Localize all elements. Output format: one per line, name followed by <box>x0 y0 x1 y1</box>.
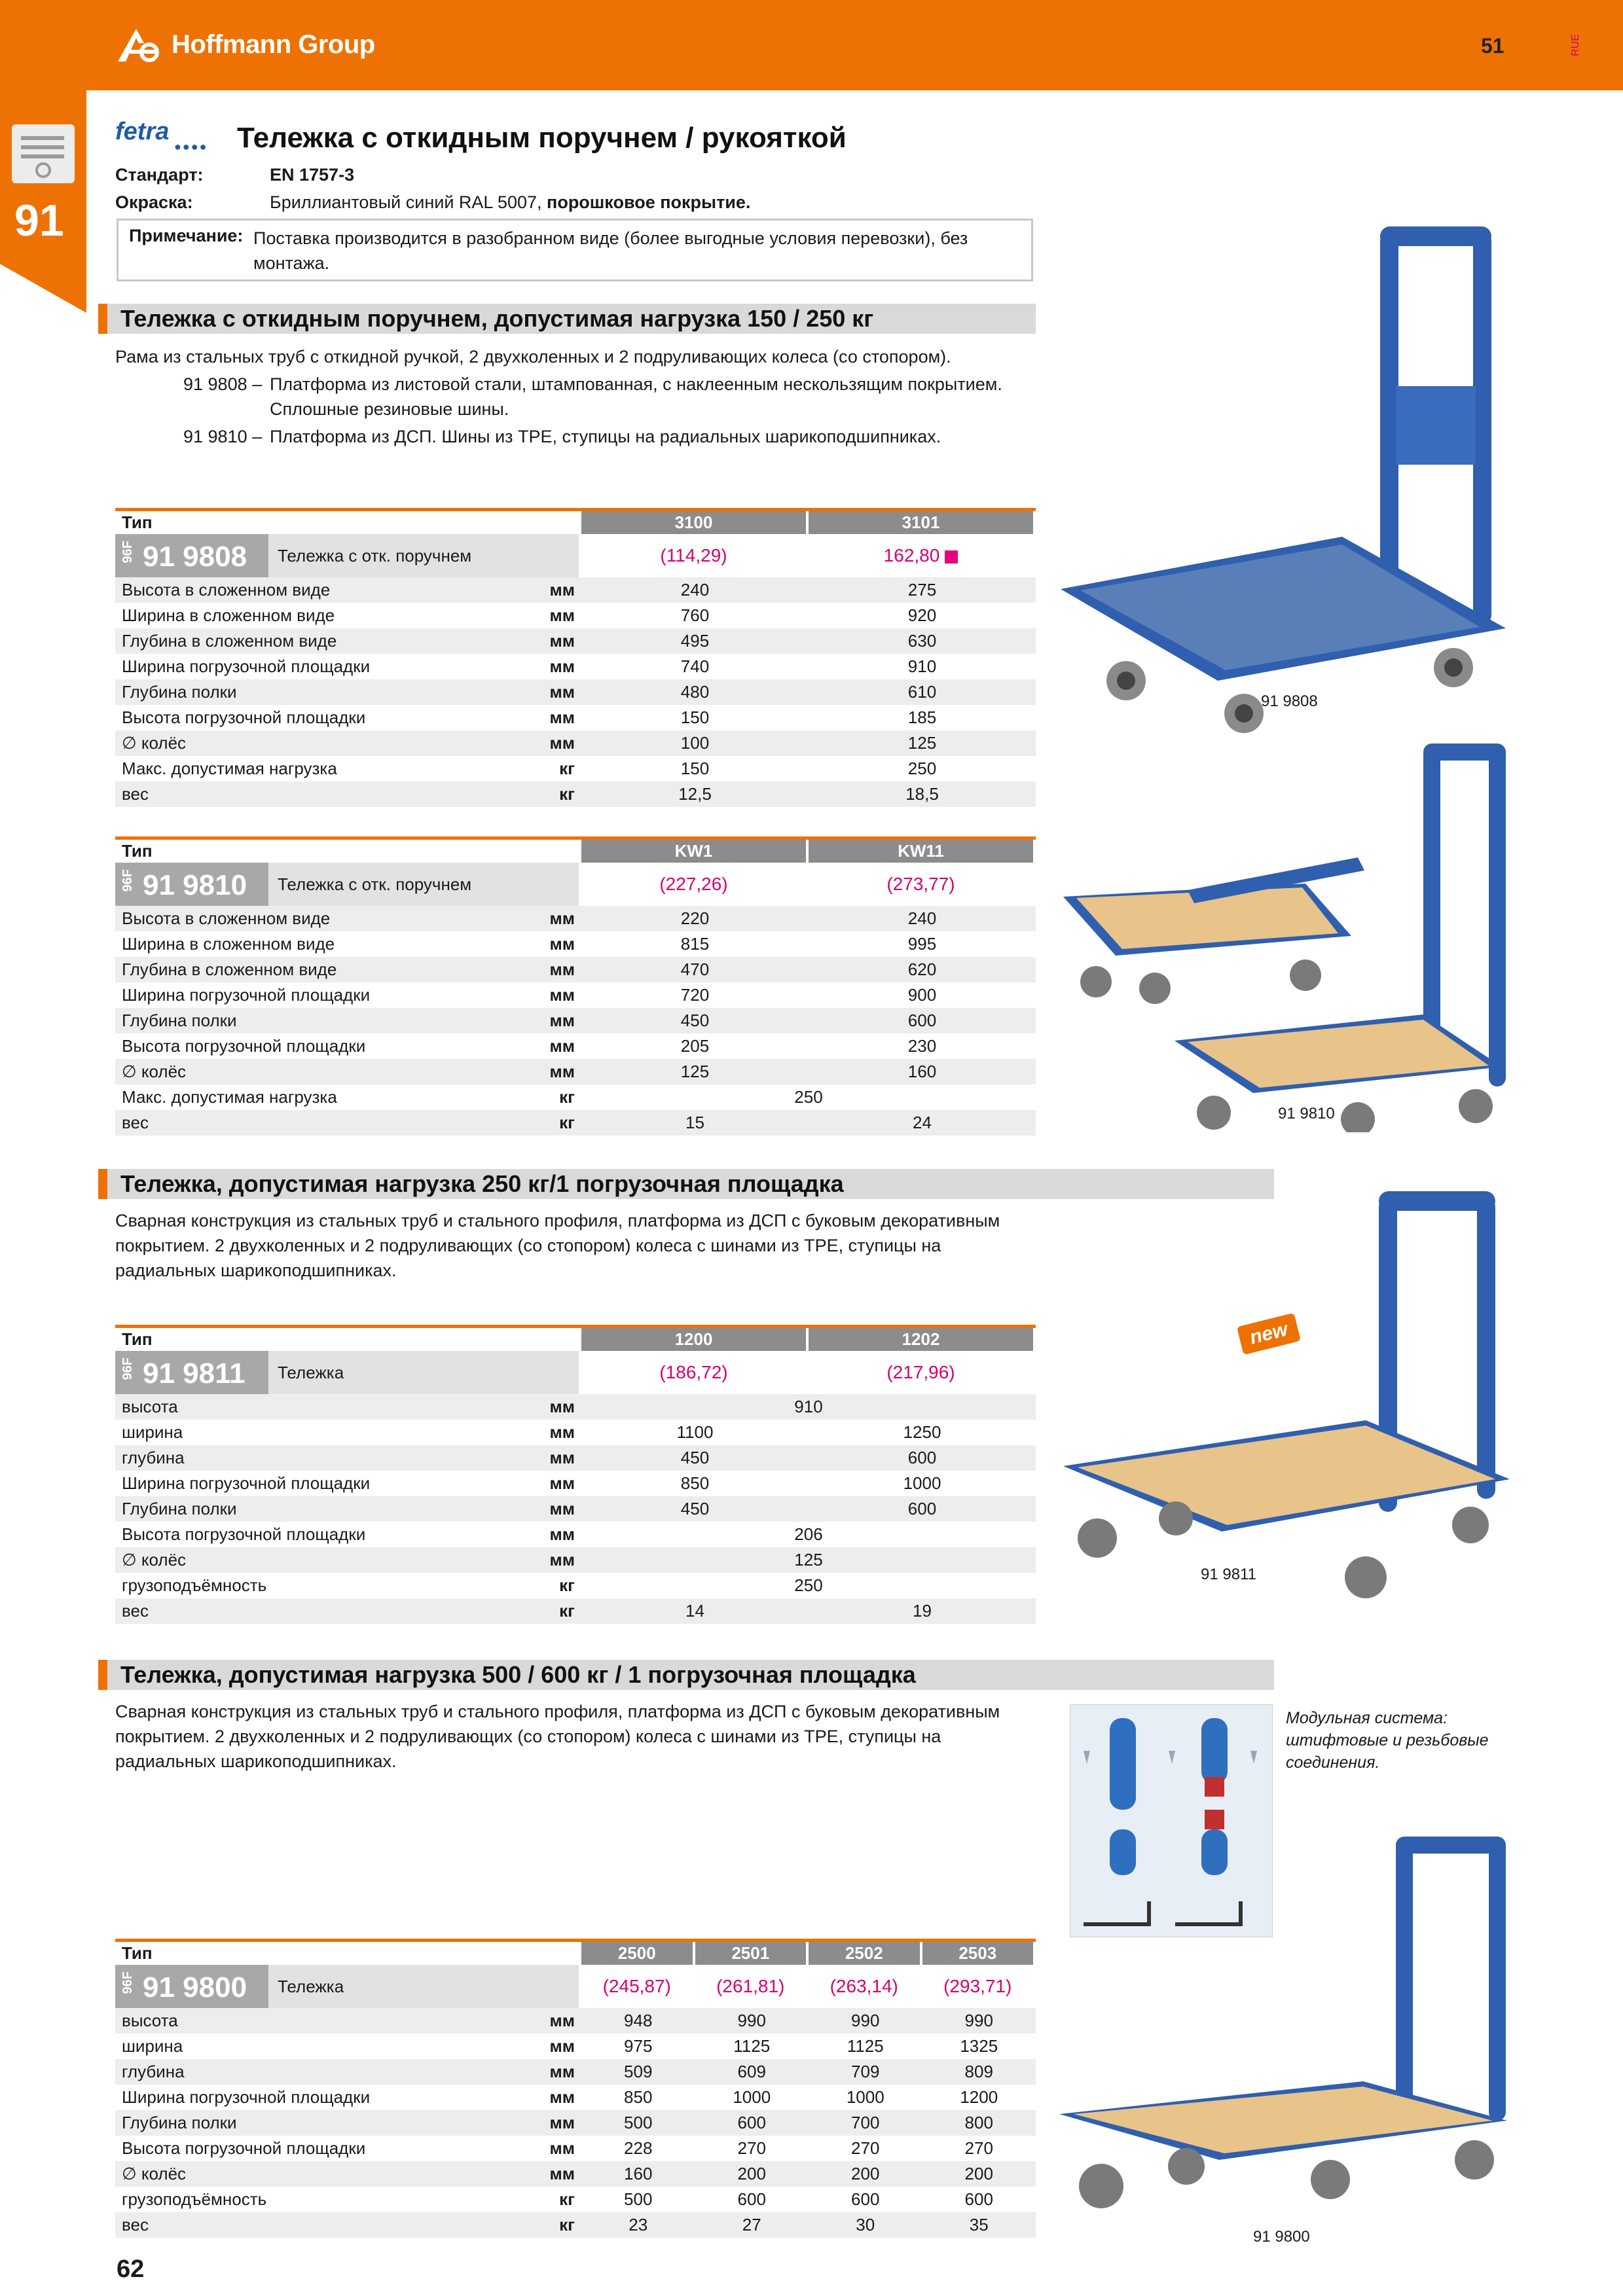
row-value: 240 <box>680 580 710 600</box>
row-label: Глубина в сложенном виде <box>122 960 337 979</box>
row-value: 720 <box>680 985 710 1005</box>
product-code: 91 9800 <box>143 1971 247 2003</box>
row-value: 125 <box>680 1062 710 1081</box>
table-row <box>115 2008 1036 2034</box>
section-1-item-2: 91 9810 – Платформа из ДСП. Шины из TPE, ступицы на радиальных шарикоподшипниках. <box>183 427 941 446</box>
row-value: 200 <box>964 2164 993 2183</box>
trolley-919810-image <box>1057 740 1515 1132</box>
section-heading-1: Тележка с откидным поручнем, допустимая нагрузка 150 / 250 кг <box>98 304 1036 334</box>
row-label: Ширина погрузочной площадки <box>122 656 371 676</box>
row-label: вес <box>122 2215 149 2234</box>
row-value: 450 <box>680 1011 710 1030</box>
trolley-919800-image <box>1055 1833 1514 2251</box>
row-unit: мм <box>549 1524 575 1544</box>
color-label: Окраска: <box>115 192 193 212</box>
row-value: 100 <box>680 733 710 753</box>
row-unit: мм <box>549 934 575 954</box>
price-cell: (114,29) <box>660 545 727 565</box>
row-unit: мм <box>549 1448 575 1467</box>
row-label: ∅ колёс <box>122 1062 187 1081</box>
product-code: 91 9810 <box>143 869 247 901</box>
row-label: Глубина полки <box>122 1011 237 1030</box>
row-value: 150 <box>680 759 710 778</box>
column-header: 1202 <box>809 1328 1033 1351</box>
row-value: 185 <box>907 708 937 727</box>
row-unit: мм <box>549 1397 575 1416</box>
row-value: 24 <box>913 1113 932 1132</box>
table-row <box>115 705 1036 730</box>
row-value: 1125 <box>847 2036 884 2056</box>
row-value: 1000 <box>733 2087 771 2107</box>
product-name: Тележка <box>278 1363 344 1382</box>
row-value: 1125 <box>733 2036 771 2056</box>
code-prefix: 96F <box>120 1357 135 1380</box>
column-header: 1200 <box>581 1328 806 1351</box>
row-value: 700 <box>851 2113 880 2132</box>
product-bar <box>115 1965 1036 2008</box>
fetra-logo: fetra <box>115 118 170 145</box>
row-label: Высота в сложенном виде <box>122 580 331 600</box>
row-label: высота <box>122 1397 178 1416</box>
row-value: 495 <box>680 631 710 651</box>
row-value: 850 <box>680 1473 710 1493</box>
table-header <box>115 1325 1036 1351</box>
chapter-number: 91 <box>14 196 64 245</box>
product-name: Тележка с отк. поручнем <box>278 546 472 565</box>
caption-919811: 91 9811 <box>1201 1566 1256 1583</box>
table-row <box>115 1394 1036 1420</box>
row-value: 150 <box>680 708 710 727</box>
row-value: 610 <box>907 682 937 702</box>
hoffmann-logo-icon <box>117 25 168 64</box>
row-value: 200 <box>737 2164 766 2183</box>
row-value: 270 <box>737 2138 766 2158</box>
row-label: грузоподъёмность <box>122 2189 267 2209</box>
row-label: Ширина в сложенном виде <box>122 605 335 625</box>
spec-table-919808 <box>115 508 1036 816</box>
product-bar <box>115 534 1036 577</box>
row-label: высота <box>122 2011 178 2030</box>
row-unit: мм <box>549 985 575 1005</box>
row-unit: мм <box>549 1499 575 1518</box>
row-unit: мм <box>549 1036 575 1056</box>
table-row <box>115 982 1036 1008</box>
caption-919800: 91 9800 <box>1253 2228 1310 2246</box>
product-name-box <box>268 863 579 906</box>
row-value: 500 <box>624 2113 653 2132</box>
standard-value: EN 1757-3 <box>270 165 355 185</box>
spec-table-919800 <box>115 1939 1036 2246</box>
row-value: 125 <box>794 1550 823 1570</box>
row-value: 30 <box>856 2215 875 2234</box>
new-badge: new <box>1237 1313 1301 1355</box>
price-cell: (293,71) <box>943 1976 1012 1996</box>
section-heading-3: Тележка, допустимая нагрузка 500 / 600 кг / 1 погрузочная площадка <box>98 1660 1274 1690</box>
row-label: Высота в сложенном виде <box>122 908 331 928</box>
row-unit: мм <box>549 580 575 600</box>
caption-919810: 91 9810 <box>1278 1105 1335 1122</box>
row-unit: кг <box>559 1601 575 1621</box>
row-value: 12,5 <box>678 784 712 804</box>
row-unit: мм <box>549 631 575 651</box>
code-prefix: 96F <box>120 1971 135 1994</box>
row-value: 450 <box>680 1499 710 1518</box>
row-unit: кг <box>559 2189 575 2209</box>
note-label: Примечание: <box>129 226 244 245</box>
table-row <box>115 577 1036 603</box>
table-row <box>115 1573 1036 1598</box>
section-heading-2: Тележка, допустимая нагрузка 250 кг/1 погрузочная площадка <box>98 1169 1274 1199</box>
row-label: вес <box>122 1113 149 1132</box>
product-name-box <box>268 1351 579 1394</box>
table-row <box>115 603 1036 628</box>
product-code: 91 9811 <box>143 1357 246 1390</box>
table-header <box>115 1939 1036 1965</box>
row-value: 740 <box>680 656 710 676</box>
row-label: Высота погрузочной площадки <box>122 708 366 727</box>
table-row <box>115 1598 1036 1624</box>
page-title: Тележка с откидным поручнем / рукояткой <box>237 122 847 154</box>
table-row <box>115 2187 1036 2212</box>
row-unit: мм <box>549 2138 575 2158</box>
product-code-box[interactable] <box>115 534 268 577</box>
column-header: 2503 <box>922 1942 1034 1965</box>
type-label: Тип <box>122 512 153 532</box>
row-label: вес <box>122 784 149 804</box>
row-label: Ширина в сложенном виде <box>122 934 335 954</box>
row-unit: кг <box>559 1575 575 1595</box>
price-cell: (261,81) <box>716 1976 785 1996</box>
row-value: 230 <box>907 1036 937 1056</box>
type-label: Тип <box>122 1943 153 1963</box>
row-value: 500 <box>624 2189 653 2209</box>
trolley-919811-image <box>1058 1185 1516 1610</box>
row-label: Глубина полки <box>122 2113 237 2132</box>
row-value: 200 <box>851 2164 880 2183</box>
spec-table-919810 <box>115 836 1036 1144</box>
price-cell: (217,96) <box>886 1362 955 1382</box>
row-value: 250 <box>907 759 937 778</box>
table-header <box>115 836 1036 863</box>
column-header: 3100 <box>581 511 806 534</box>
table-row <box>115 2110 1036 2136</box>
row-label: вес <box>122 1601 149 1621</box>
row-label: Высота погрузочной площадки <box>122 2138 366 2158</box>
fetra-logo-dots: ●●●● <box>174 140 208 153</box>
row-label: глубина <box>122 1448 185 1467</box>
row-value: 990 <box>851 2011 880 2030</box>
row-value: 275 <box>907 580 937 600</box>
table-row <box>115 1547 1036 1573</box>
row-value: 27 <box>742 2215 761 2234</box>
product-code-box[interactable] <box>115 1965 268 2008</box>
price-marker-icon <box>945 550 958 564</box>
table-row <box>115 2161 1036 2187</box>
table-row <box>115 2059 1036 2085</box>
section-1-text: Рама из стальных труб с откидной ручкой, 2 двухколенных и 2 подруливающих колеса (со стопором). <box>115 347 951 367</box>
product-code-box[interactable] <box>115 863 268 906</box>
row-value: 600 <box>851 2189 880 2209</box>
row-value: 14 <box>685 1601 704 1621</box>
row-value: 1200 <box>960 2087 998 2107</box>
row-label: Макс. допустимая нагрузка <box>122 759 337 778</box>
row-value: 1100 <box>676 1422 714 1442</box>
row-value: 18,5 <box>905 784 939 804</box>
row-unit: мм <box>549 2036 575 2056</box>
row-value: 900 <box>907 985 937 1005</box>
row-value: 815 <box>680 934 710 954</box>
column-header: KW1 <box>581 840 806 863</box>
row-value: 620 <box>907 960 937 979</box>
code-prefix: 96F <box>120 541 135 564</box>
row-value: 910 <box>794 1397 823 1416</box>
spec-table-919811 <box>115 1325 1036 1632</box>
row-value: 270 <box>964 2138 993 2158</box>
table-row <box>115 957 1036 982</box>
price-cell: (227,26) <box>659 874 728 894</box>
column-header: 3101 <box>809 511 1033 534</box>
color-value: Бриллиантовый синий RAL 5007, порошковое покрытие. <box>270 192 751 212</box>
note-box <box>117 219 1033 281</box>
row-unit: кг <box>559 784 575 804</box>
product-bar <box>115 1351 1036 1394</box>
row-value: 250 <box>794 1087 823 1107</box>
row-value: 910 <box>907 656 937 676</box>
row-unit: мм <box>549 682 575 702</box>
row-value: 948 <box>624 2011 653 2030</box>
row-unit: кг <box>559 2215 575 2234</box>
row-label: грузоподъёмность <box>122 1575 267 1595</box>
table-row <box>115 654 1036 679</box>
price-cell: (245,87) <box>602 1976 671 1996</box>
row-value: 990 <box>737 2011 766 2030</box>
table-row <box>115 2085 1036 2110</box>
row-value: 250 <box>794 1575 823 1595</box>
trolley-chapter-icon <box>12 124 75 183</box>
row-value: 809 <box>964 2062 993 2081</box>
row-unit: кг <box>559 1087 575 1107</box>
column-header: 2502 <box>809 1942 920 1965</box>
row-label: ∅ колёс <box>122 2164 187 2183</box>
row-value: 470 <box>680 960 710 979</box>
row-unit: мм <box>549 605 575 625</box>
row-value: 995 <box>907 934 937 954</box>
product-code: 91 9808 <box>143 541 247 573</box>
table-row <box>115 2212 1036 2238</box>
table-row <box>115 628 1036 654</box>
row-value: 1000 <box>903 1473 941 1493</box>
row-value: 125 <box>907 733 937 753</box>
product-name: Тележка с отк. поручнем <box>278 874 472 894</box>
row-value: 975 <box>624 2036 653 2056</box>
row-value: 23 <box>629 2215 648 2234</box>
row-value: 1325 <box>960 2036 998 2056</box>
row-label: ширина <box>122 2036 183 2056</box>
table-row <box>115 906 1036 931</box>
row-value: 600 <box>964 2189 993 2209</box>
row-value: 270 <box>851 2138 880 2158</box>
code-prefix: 96F <box>120 869 135 892</box>
row-label: Высота погрузочной площадки <box>122 1524 366 1544</box>
row-label: Макс. допустимая нагрузка <box>122 1087 337 1107</box>
product-bar <box>115 863 1036 906</box>
page-number-top: 51 <box>1481 34 1504 58</box>
standard-label: Стандарт: <box>115 165 204 185</box>
table-row <box>115 931 1036 957</box>
row-value: 630 <box>907 631 937 651</box>
type-label: Тип <box>122 1329 153 1349</box>
row-unit: мм <box>549 960 575 979</box>
row-value: 205 <box>680 1036 710 1056</box>
row-label: Ширина погрузочной площадки <box>122 1473 371 1493</box>
row-value: 990 <box>964 2011 993 2030</box>
table-row <box>115 1008 1036 1033</box>
row-label: Глубина в сложенном виде <box>122 631 337 651</box>
language-tag: RUE <box>1570 34 1581 56</box>
row-unit: мм <box>549 1473 575 1493</box>
row-value: 228 <box>624 2138 653 2158</box>
row-value: 220 <box>680 908 710 928</box>
row-label: ∅ колёс <box>122 1550 187 1570</box>
row-value: 509 <box>624 2062 653 2081</box>
row-value: 600 <box>737 2189 766 2209</box>
product-name-box <box>268 1965 579 2008</box>
row-value: 850 <box>624 2087 653 2107</box>
price-cell: (186,72) <box>659 1362 728 1382</box>
row-label: глубина <box>122 2062 185 2081</box>
section-1-item-1: 91 9808 – Платформа из листовой стали, штампованная, с наклеенным нескользящим покрытием. Сплошные резиновые шины. <box>183 374 1002 419</box>
note-text: Поставка производится в разобранном виде (более выгодные условия перевозки), без монтажа. <box>253 228 968 273</box>
row-value: 15 <box>685 1113 704 1132</box>
row-value: 800 <box>964 2113 993 2132</box>
modular-caption: Модульная система: штифтовые и резьбовые соединения. <box>1286 1709 1489 1772</box>
row-label: Ширина погрузочной площадки <box>122 2087 371 2107</box>
row-value: 160 <box>907 1062 937 1081</box>
row-value: 600 <box>907 1011 937 1030</box>
row-value: 760 <box>680 605 710 625</box>
table-row <box>115 1420 1036 1445</box>
column-header: 2501 <box>695 1942 807 1965</box>
row-label: Глубина полки <box>122 1499 237 1518</box>
row-value: 35 <box>969 2215 989 2234</box>
row-unit: мм <box>549 2164 575 2183</box>
product-name-box <box>268 534 579 577</box>
row-unit: мм <box>549 1422 575 1442</box>
row-unit: мм <box>549 2113 575 2132</box>
hoffmann-logo[interactable] <box>117 24 375 65</box>
column-header: KW11 <box>809 840 1033 863</box>
table-row <box>115 1110 1036 1136</box>
trolley-919808-image <box>1054 223 1512 733</box>
table-row <box>115 1033 1036 1059</box>
row-label: Глубина полки <box>122 682 237 702</box>
brand-name: Hoffmann Group <box>172 29 375 59</box>
table-row <box>115 756 1036 781</box>
product-name: Тележка <box>278 1977 344 1996</box>
row-value: 920 <box>907 605 937 625</box>
table-row <box>115 1445 1036 1471</box>
product-code-box[interactable] <box>115 1351 268 1394</box>
row-value: 450 <box>680 1448 710 1467</box>
row-unit: мм <box>549 1011 575 1030</box>
row-unit: мм <box>549 708 575 727</box>
price-cell: 162,80 <box>809 534 1033 577</box>
row-value: 609 <box>737 2062 766 2081</box>
row-value: 480 <box>680 682 710 702</box>
section-3-text: Сварная конструкция из стальных труб и стального профиля, платформа из ДСП с буковым декоративным покрытием. 2 двухколенных и 2 подруливающих (со стопором) колеса с шинами из TPE, ступицы на радиальных шарикоподшипниках. <box>115 1702 1000 1771</box>
caption-919808: 91 9808 <box>1261 692 1318 710</box>
row-value: 240 <box>907 908 937 928</box>
row-value: 1000 <box>846 2087 884 2107</box>
price-cell: (263,14) <box>830 1976 898 1996</box>
type-label: Тип <box>122 841 153 861</box>
row-unit: мм <box>549 1062 575 1081</box>
row-value: 160 <box>624 2164 653 2183</box>
price-cell: (273,77) <box>886 874 955 894</box>
column-header: 2500 <box>581 1942 693 1965</box>
table-row <box>115 1085 1036 1110</box>
table-row <box>115 1496 1036 1522</box>
row-label: Высота погрузочной площадки <box>122 1036 366 1056</box>
row-unit: кг <box>559 1113 575 1132</box>
row-label: ширина <box>122 1422 183 1442</box>
section-2-text: Сварная конструкция из стальных труб и стального профиля, платформа из ДСП с буковым декоративным покрытием. 2 двухколенных и 2 подруливающих (со стопором) колеса с шинами из TPE, ступицы на радиальных шарикоподшипниках. <box>115 1211 1000 1280</box>
row-value: 1250 <box>903 1422 941 1442</box>
row-value: 19 <box>913 1601 932 1621</box>
row-unit: мм <box>549 1550 575 1570</box>
row-value: 709 <box>851 2062 880 2081</box>
row-unit: мм <box>549 2087 575 2107</box>
table-row <box>115 730 1036 756</box>
row-value: 206 <box>794 1524 823 1544</box>
row-unit: мм <box>549 908 575 928</box>
table-row <box>115 781 1036 807</box>
table-row <box>115 1059 1036 1085</box>
row-unit: кг <box>559 759 575 778</box>
page-number-bottom: 62 <box>117 2255 145 2283</box>
row-label: Ширина погрузочной площадки <box>122 985 371 1005</box>
row-unit: мм <box>549 733 575 753</box>
table-row <box>115 2034 1036 2059</box>
table-row <box>115 679 1036 705</box>
row-label: ∅ колёс <box>122 733 187 753</box>
row-value: 600 <box>907 1499 937 1518</box>
table-header <box>115 508 1036 534</box>
table-row <box>115 1522 1036 1547</box>
table-row <box>115 2136 1036 2161</box>
row-unit: мм <box>549 2062 575 2081</box>
row-value: 600 <box>737 2113 766 2132</box>
table-row <box>115 1471 1036 1496</box>
row-unit: мм <box>549 2011 575 2030</box>
row-value: 600 <box>907 1448 937 1467</box>
row-unit: мм <box>549 656 575 676</box>
